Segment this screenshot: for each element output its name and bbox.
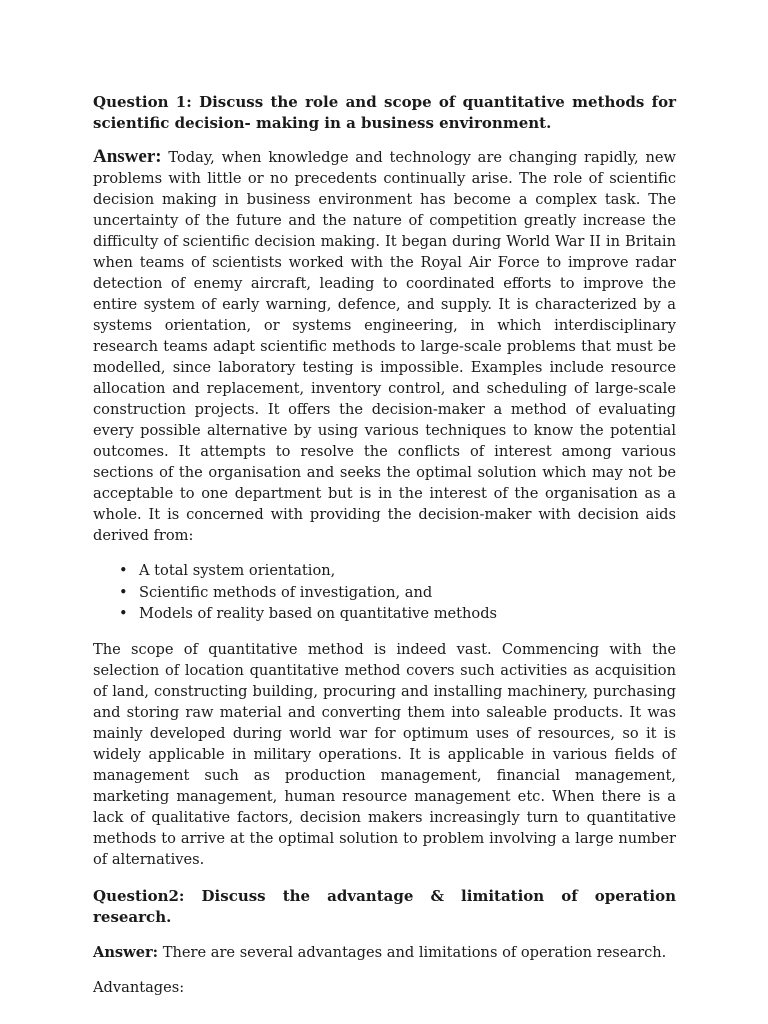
list-item-text: A total system orientation, — [139, 562, 336, 579]
answer-label: Answer: — [93, 146, 162, 167]
list-item — [119, 582, 676, 604]
question-2-heading: Question2: Discuss the advantage & limitation of operation research. — [93, 886, 676, 926]
bullet-icon: • — [119, 605, 128, 622]
list-item — [119, 560, 676, 582]
bullet-icon: • — [119, 562, 128, 579]
bullet-icon: • — [119, 583, 128, 601]
question-1-heading: Question 1: Discuss the role and scope of quantitative methods for scientific decision- making in a business environment. — [93, 93, 676, 132]
answer-label: Answer: — [93, 943, 159, 961]
question-2-answer — [93, 942, 676, 963]
decision-aids-list — [93, 560, 676, 625]
advantages-label: Advantages: — [93, 978, 185, 996]
answer-text: Today, when knowledge and technology are changing rapidly, new problems with little or no precedents continually arise. The role of scientific decision making in business environment has become a complex task. The uncertainty of the future and the nature of competition greatly increase the difficulty of scientific decision making. It began during World War II in Britain when teams of scientists worked with the Royal Air Force to improve radar detection of enemy aircraft, leading to coordinated efforts to improve the entire system of early warning, defence, and supply. It is characterized by a systems orientation, or systems engineering, in which interdisciplinary research teams adapt scientific methods to large-scale problems that must be modelled, since laboratory testing is impossible. Examples include resource allocation and replacement, inventory control, and scheduling of large-scale construction projects. It offers the decision-maker a method of evaluating every possible alternative by using various techniques to know the potential outcomes. It attempts to resolve the conflicts of interest among various sections of the organisation and seeks the optimal solution which may not be acceptable to one department but is in the interest of the organisation as a whole. It is concerned with providing the decision-maker with decision aids derived from: — [93, 149, 676, 544]
question-1-answer — [93, 146, 676, 546]
list-item-text: Scientific methods of investigation, and — [139, 583, 433, 601]
scope-paragraph: The scope of quantitative method is indeed vast. Commencing with the selection of location quantitative method covers such activities as acquisition of land, constructing building, procuring and installing machinery, purchasing and storing raw material and converting them into saleable products. It was mainly developed during world war for optimum uses of resources, so it is widely applicable in military operations. It is applicable in various fields of management such as production management, financial management, marketing management, human resource management etc. When there is a lack of qualitative factors, decision makers increasingly turn to quantitative methods to arrive at the optimal solution to problem involving a large number of alternatives. — [93, 640, 676, 868]
answer-text: There are several advantages and limitations of operation research. — [158, 943, 667, 961]
list-item — [119, 603, 676, 625]
list-item-text: Models of reality based on quantitative methods — [139, 605, 498, 622]
